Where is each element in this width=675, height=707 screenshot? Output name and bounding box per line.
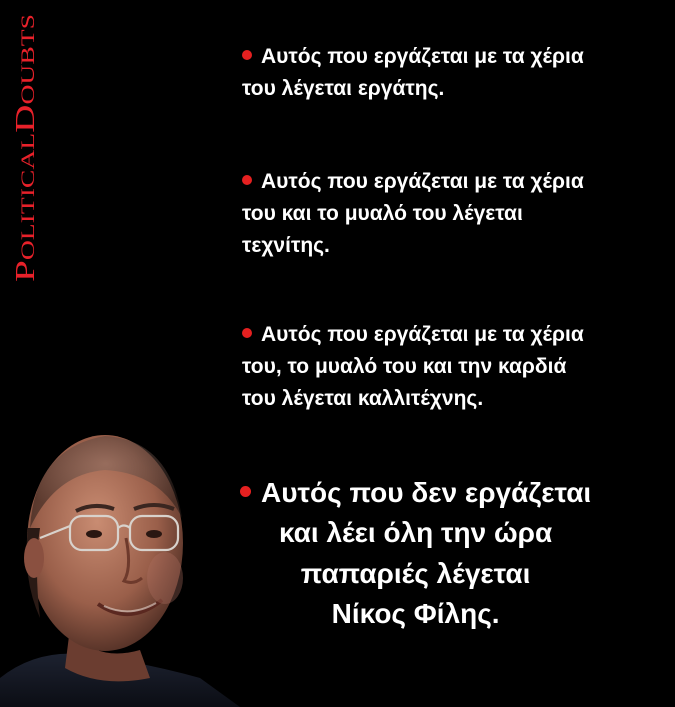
quote-line: Νίκος Φίλης. (331, 597, 500, 629)
quote-line (242, 319, 584, 351)
bullet-icon (240, 486, 251, 497)
quote-line (242, 41, 584, 73)
bullet-icon (242, 328, 252, 338)
brand-text: PoliticalDoubts (10, 97, 40, 282)
brand-logo (4, 0, 44, 300)
portrait-photo (0, 378, 240, 707)
quote-punchline (240, 473, 591, 634)
brand-watermark (4, 0, 44, 300)
quote-text: Αυτός που εργάζεται με τα χέρια (261, 45, 584, 68)
quote-craftsman (242, 166, 584, 262)
quote-worker (242, 41, 584, 105)
person-photo-icon (0, 378, 240, 707)
quote-line: του και το μυαλό του λέγεται (242, 202, 523, 226)
bullet-icon (242, 50, 252, 60)
quote-text: Αυτός που εργάζεται με τα χέρια (261, 170, 584, 193)
quote-line: του λέγεται εργάτης. (242, 77, 445, 101)
quote-artist (242, 319, 584, 415)
quote-line: παπαριές λέγεται (300, 557, 531, 589)
bullet-icon (242, 175, 252, 185)
quote-line (242, 166, 584, 198)
quote-line: του λέγεται καλλιτέχνης. (242, 387, 484, 411)
quote-text: Αυτός που δεν εργάζεται (261, 477, 592, 508)
quote-line (240, 473, 591, 513)
quote-text: Αυτός που εργάζεται με τα χέρια (261, 323, 584, 346)
quote-line: του, το μυαλό του και την καρδιά (242, 355, 567, 379)
quote-line: και λέει όλη την ώρα (278, 517, 553, 549)
quote-line: τεχνίτης. (242, 234, 330, 258)
